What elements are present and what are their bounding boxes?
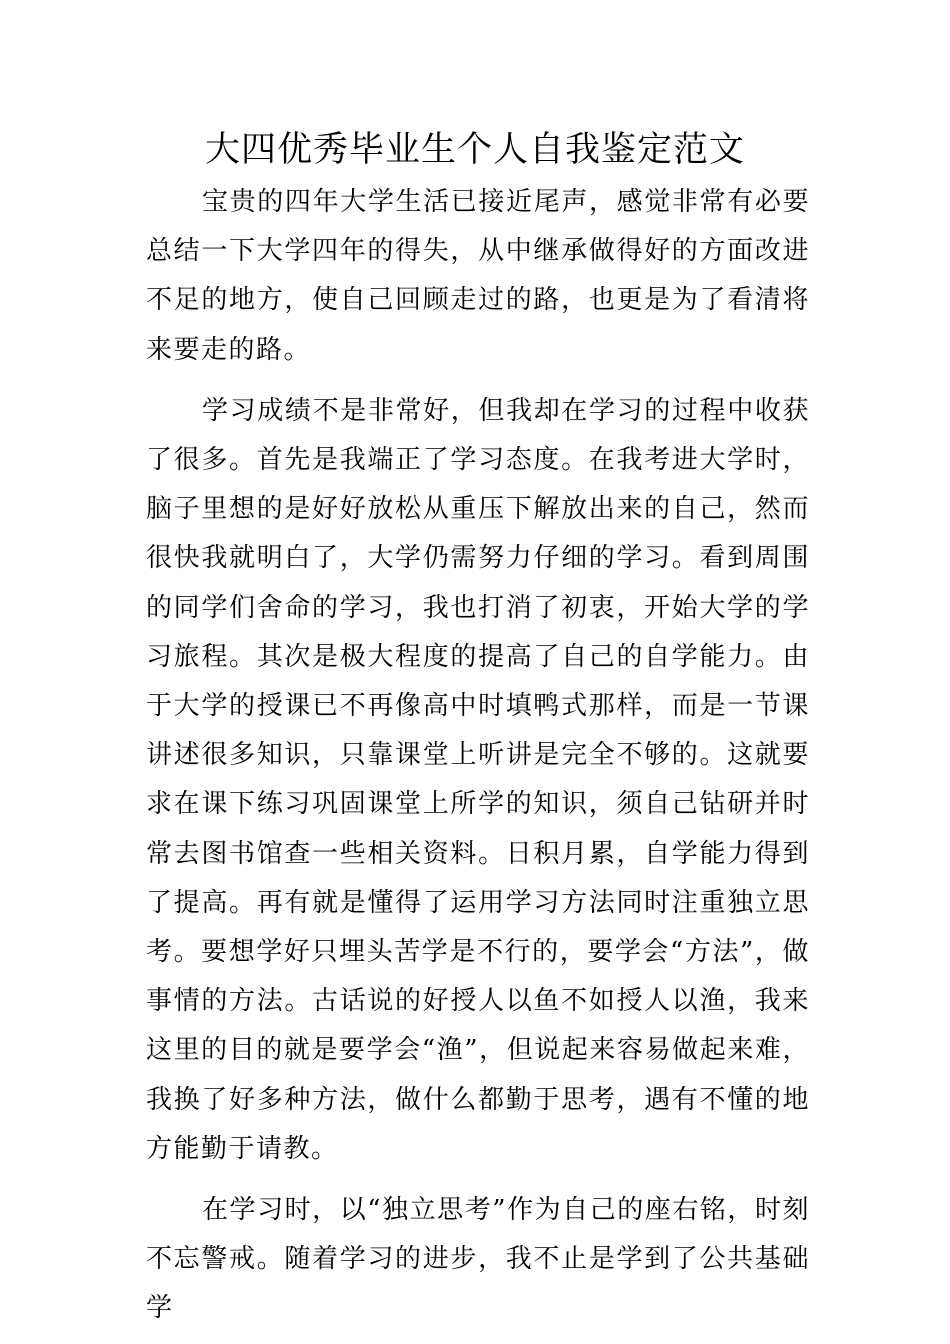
paragraph-1: 宝贵的四年大学生活已接近尾声，感觉非常有必要总结一下大学四年的得失，从中继承做得好的方面改进不足的地方，使自己回顾走过的路，也更是为了看清将来要走的路。 (146, 187, 810, 365)
document-body (146, 178, 810, 1334)
document-title: 大四优秀毕业生个人自我鉴定范文 (204, 130, 745, 170)
paragraph-2: 学习成绩不是非常好，但我却在学习的过程中收获了很多。首先是我端正了学习态度。在我考进大学时，脑子里想的是好好放松从重压下解放出来的自己，然而很快我就明白了，大学仍需努力仔细的学习。看到周围的同学们舍命的学习，我也打消了初衷，开始大学的学习旅程。其次是极大程度的提高了自己的自学能力。由于大学的授课已不再像高中时填鸭式那样，而是一节课讲述很多知识，只靠课堂上听讲是完全不够的。这就要求在课下练习巩固课堂上所学的知识，须自己钻研并时常去图书馆查一些相关资料。日积月累，自学能力得到了提高。再有就是懂得了运用学习方法同时注重独立思考。要想学好只埋头苦学是不行的，要学会“方法”，做事情的方法。古话说的好授人以鱼不如授人以渔，我来这里的目的就是要学会“渔”，但说起来容易做起来难，我换了好多种方法，做什么都勤于思考，遇有不懂的地方能勤于请教。 (146, 395, 810, 1164)
paragraph-3: 在学习时，以“独立思考”作为自己的座右铭，时刻不忘警戒。随着学习的进步，我不止是学到了公共基础学 (146, 1195, 810, 1324)
